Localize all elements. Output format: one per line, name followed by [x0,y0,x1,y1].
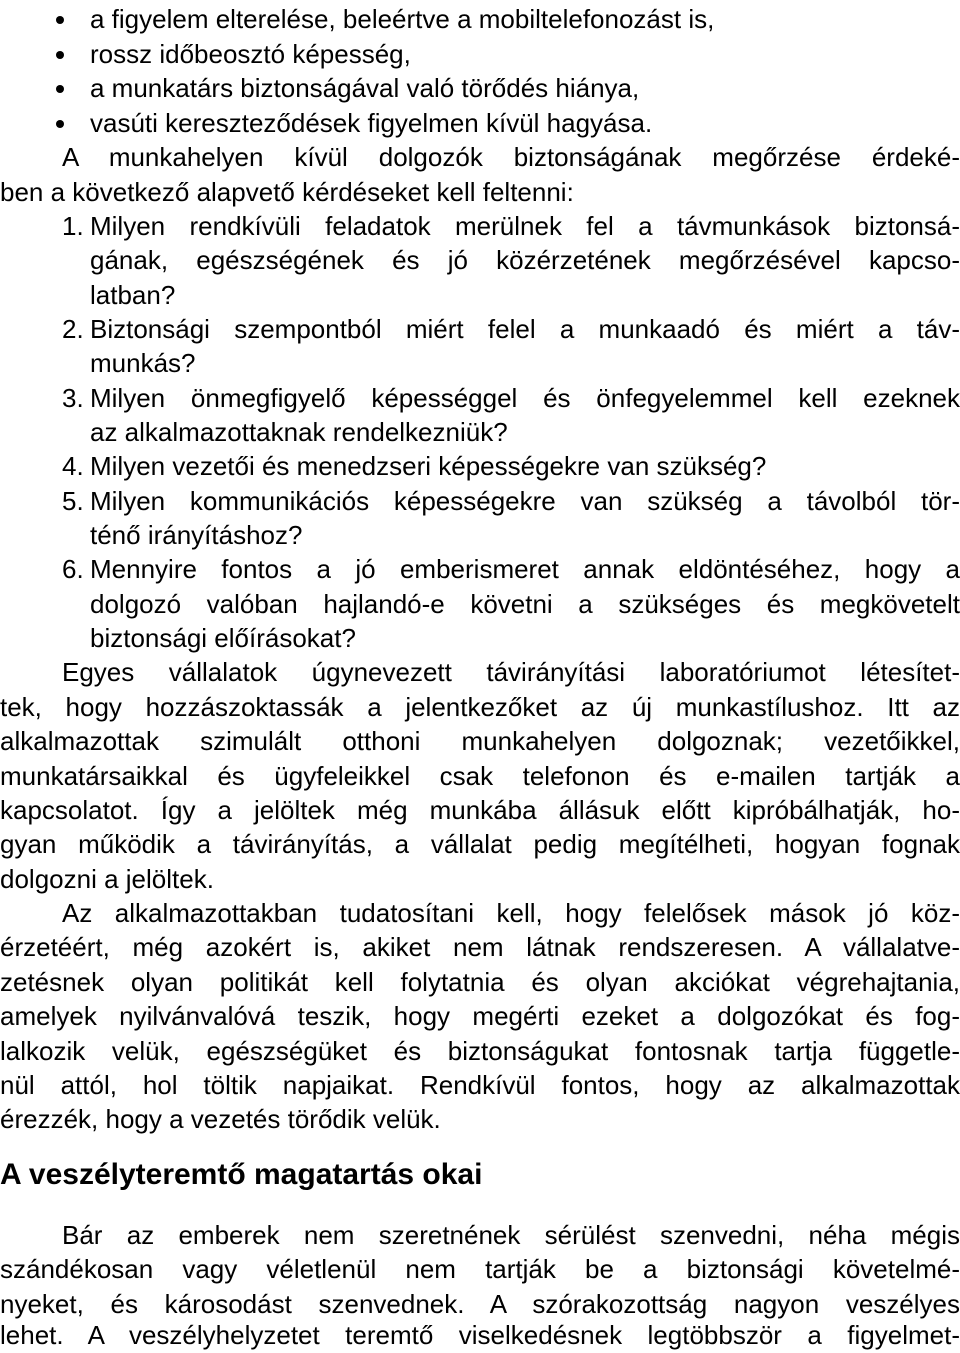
bullet-icon [56,51,64,59]
bullet-icon [56,120,64,128]
bullet-icon [56,85,64,93]
question-item [0,209,960,243]
paragraph-line: nül attól, hol töltik napjaikat. Rendkívül fontos, hogy az alkalmazottak [0,1070,960,1100]
intro-line: A munkahelyen kívül dolgozók biztonságának megőrzése érdeké- [62,142,960,172]
bullet-item [0,106,960,140]
question-text: Milyen rendkívüli feladatok merülnek fel a távmunkások biztonsá- [90,211,960,241]
question-item [0,312,960,346]
question-number: 2. [62,314,84,344]
intro-line: ben a következő alapvető kérdéseket kell feltenni: [0,177,574,207]
question-text: Milyen kommunikációs képességekre van szükség a távolból tör- [90,486,960,516]
bullet-item [0,2,960,36]
paragraph-line: Bár az emberek nem szeretnének sérülést szenvedni, néha mégis [62,1220,960,1250]
question-text: biztonsági előírásokat? [90,623,356,653]
paragraph-line: lalkozik velük, egészségüket és biztonságukat fontosnak tartja függetle- [0,1036,960,1066]
paragraph-line: alkalmazottak szimulált otthoni munkahelyen dolgoznak; vezetőikkel, [0,726,960,756]
paragraph-line: dolgozni a jelöltek. [0,864,214,894]
question-text: gának, egészségének és jó közérzetének megőrzésével kapcso- [90,245,960,275]
paragraph-line: Az alkalmazottakban tudatosítani kell, hogy felelősek mások jó köz- [62,898,960,928]
paragraph-line: munkatársaikkal és ügyfeleikkel csak telefonon és e-mailen tartják a [0,761,960,791]
question-item [0,484,960,518]
paragraph-line: érzetéért, még azokért is, akiket nem látnak rendszeresen. A vállalatve- [0,932,960,962]
question-text: Biztonsági szempontból miért felel a munkaadó és miért a táv- [90,314,960,344]
bullet-icon [56,16,64,24]
paragraph-line: kapcsolatot. Így a jelöltek még munkába állásuk előtt kipróbálhatják, ho- [0,795,960,825]
question-text: Mennyire fontos a jó emberismeret annak eldöntéséhez, hogy a [90,554,960,584]
question-number: 1. [62,211,84,241]
paragraph-line: érezzék, hogy a vezetés törődik velük. [0,1104,441,1134]
paragraph-line: lehet. A veszélyhelyzetet teremtő viselkedésnek legtöbbször a figyelmet- [0,1320,960,1350]
question-text: ténő irányításhoz? [90,520,303,550]
question-text: Milyen önmegfigyelő képességgel és önfegyelemmel kell ezeknek [90,383,960,413]
question-item [0,381,960,415]
question-number: 3. [62,383,84,413]
paragraph-line: szándékosan vagy véletlenül nem tartják be a biztonsági követelmé- [0,1254,960,1284]
question-number: 4. [62,451,84,481]
bullet-text: vasúti kereszteződések figyelmen kívül hagyása. [90,108,653,138]
question-text: az alkalmazottaknak rendelkezniük? [90,417,508,447]
question-text: munkás? [90,348,196,378]
paragraph-line: amelyek nyilvánvalóvá teszik, hogy megérti ezeket a dolgozókat és fog- [0,1001,960,1031]
question-text: Milyen vezetői és menedzseri képességekre van szükség? [90,451,767,481]
question-text: dolgozó valóban hajlandó-e követni a szükséges és megkövetelt [90,589,960,619]
bullet-text: a munkatárs biztonságával való törődés hiánya, [90,73,640,103]
bullet-item [0,71,960,105]
bullet-item [0,37,960,71]
bullet-text: a figyelem elterelése, beleértve a mobiltelefonozást is, [90,4,715,34]
question-item [0,552,960,586]
paragraph-line: nyeket, és károsodást szenvednek. A szórakozottság nagyon veszélyes [0,1289,960,1319]
paragraph-line: tek, hogy hozzászoktassák a jelentkezőket az új munkastílushoz. Itt az [0,692,960,722]
paragraph-line: gyan működik a távirányítás, a vállalat pedig megítélheti, hogyan fognak [0,829,960,859]
question-number: 5. [62,486,84,516]
paragraph-line: zetésnek olyan politikát kell folytatnia és olyan akciókat végrehajtania, [0,967,960,997]
question-item [0,449,960,483]
paragraph-line: Egyes vállalatok úgynevezett távirányítási laboratóriumot létesítet- [62,657,960,687]
bullet-text: rossz időbeosztó képesség, [90,39,411,69]
section-heading: A veszélyteremtő magatartás okai [0,1158,483,1191]
question-number: 6. [62,554,84,584]
question-text: latban? [90,280,176,310]
